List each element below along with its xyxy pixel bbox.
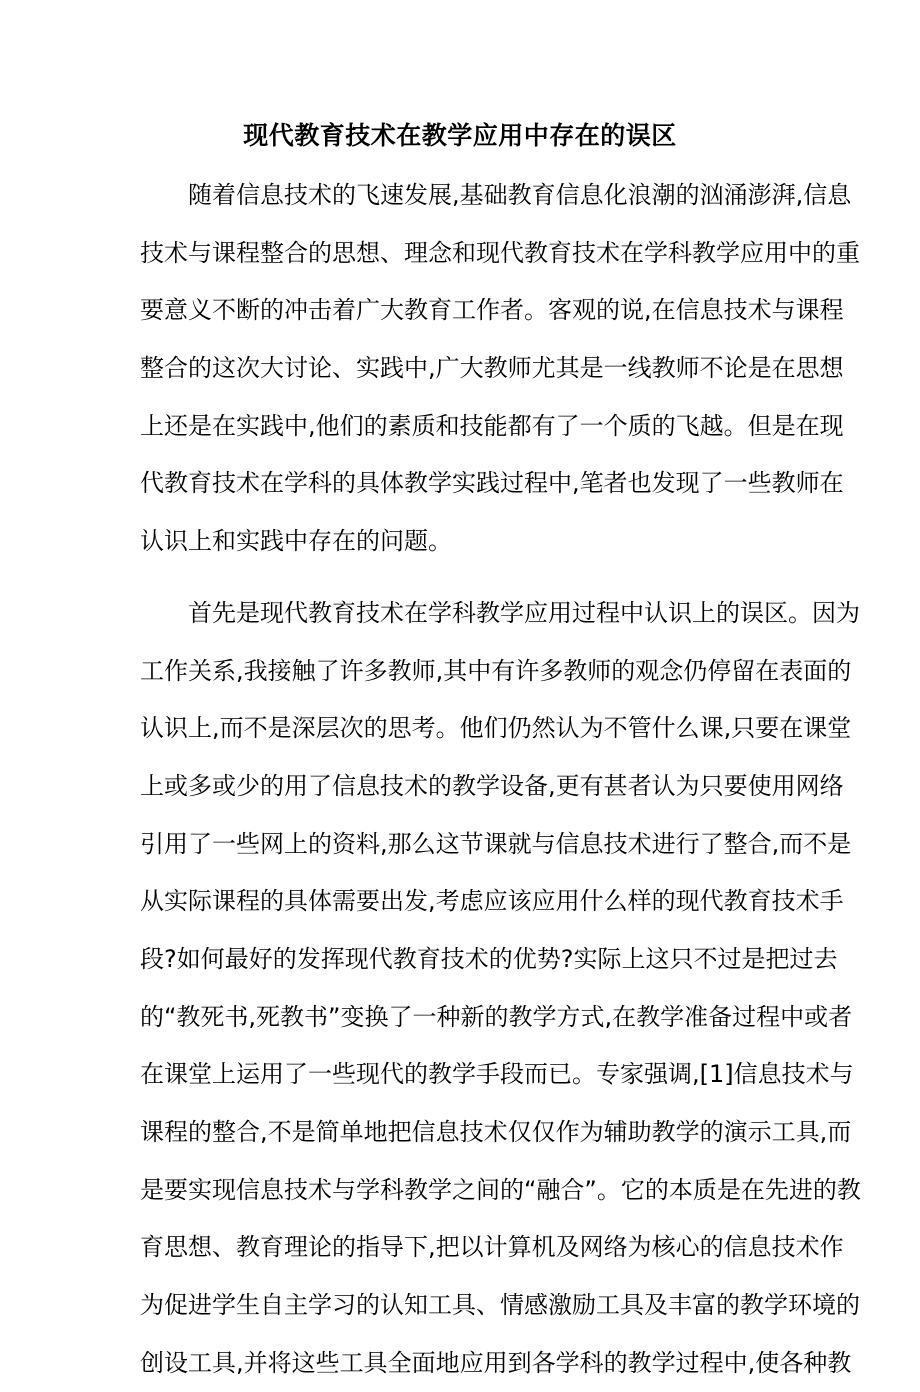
paragraph-line: 为促进学生自主学习的认知工具、情感激励工具及丰富的教学环境的 (140, 1291, 860, 1320)
paragraph-line: 段?如何最好的发挥现代教育技术的优势?实际上这只不过是把过去 (140, 944, 838, 973)
document-title: 现代教育技术在教学应用中存在的误区 (243, 121, 677, 150)
paragraph-line: 创设工具,并将这些工具全面地应用到各学科的教学过程中,使各种教 (140, 1348, 852, 1377)
paragraph-spacer (140, 571, 780, 585)
document-body (140, 167, 861, 1392)
paragraph-line: 工作关系,我接触了许多教师,其中有许多教师的观念仍停留在表面的 (140, 656, 852, 685)
paragraph-line: 是要实现信息技术与学科教学之间的“融合”。它的本质是在先进的教 (140, 1175, 861, 1204)
paragraph-line: 认识上,而不是深层次的思考。他们仍然认为不管什么课,只要在课堂 (140, 714, 852, 743)
paragraph-line: 代教育技术在学科的具体教学实践过程中,笔者也发现了一些教师在 (140, 469, 844, 498)
paragraph-line: 育思想、教育理论的指导下,把以计算机及网络为核心的信息技术作 (140, 1233, 844, 1262)
paragraph-1 (140, 167, 860, 571)
paragraph-line: 课程的整合,不是简单地把信息技术仅仅作为辅助教学的演示工具,而 (140, 1118, 852, 1146)
paragraph-line: 首先是现代教育技术在学科教学应用过程中认识上的误区。因为 (188, 598, 860, 627)
paragraph-2 (140, 585, 861, 1392)
paragraph-line: 上或多或少的用了信息技术的教学设备,更有甚者认为只要使用网络 (140, 771, 844, 800)
paragraph-line: 的“教死书,死教书”变换了一种新的教学方式,在教学准备过程中或者 (140, 1002, 853, 1031)
paragraph-line: 随着信息技术的飞速发展,基础教育信息化浪潮的汹涌澎湃,信息 (188, 181, 852, 209)
paragraph-line: 认识上和实践中存在的问题。 (140, 527, 452, 556)
paragraph-line: 技术与课程整合的思想、理念和现代教育技术在学科教学应用中的重 (140, 238, 860, 267)
paragraph-line: 在课堂上运用了一些现代的教学手段而已。专家强调,[1]信息技术与 (140, 1060, 854, 1089)
paragraph-line: 引用了一些网上的资料,那么这节课就与信息技术进行了整合,而不是 (140, 829, 852, 858)
paragraph-line: 上还是在实践中,他们的素质和技能都有了一个质的飞越。但是在现 (140, 411, 844, 440)
paragraph-line: 整合的这次大讨论、实践中,广大教师尤其是一线教师不论是在思想 (140, 354, 844, 383)
paragraph-line: 从实际课程的具体需要出发,考虑应该应用什么样的现代教育技术手 (140, 887, 844, 916)
paragraph-line: 要意义不断的冲击着广大教育工作者。客观的说,在信息技术与课程 (140, 296, 844, 325)
